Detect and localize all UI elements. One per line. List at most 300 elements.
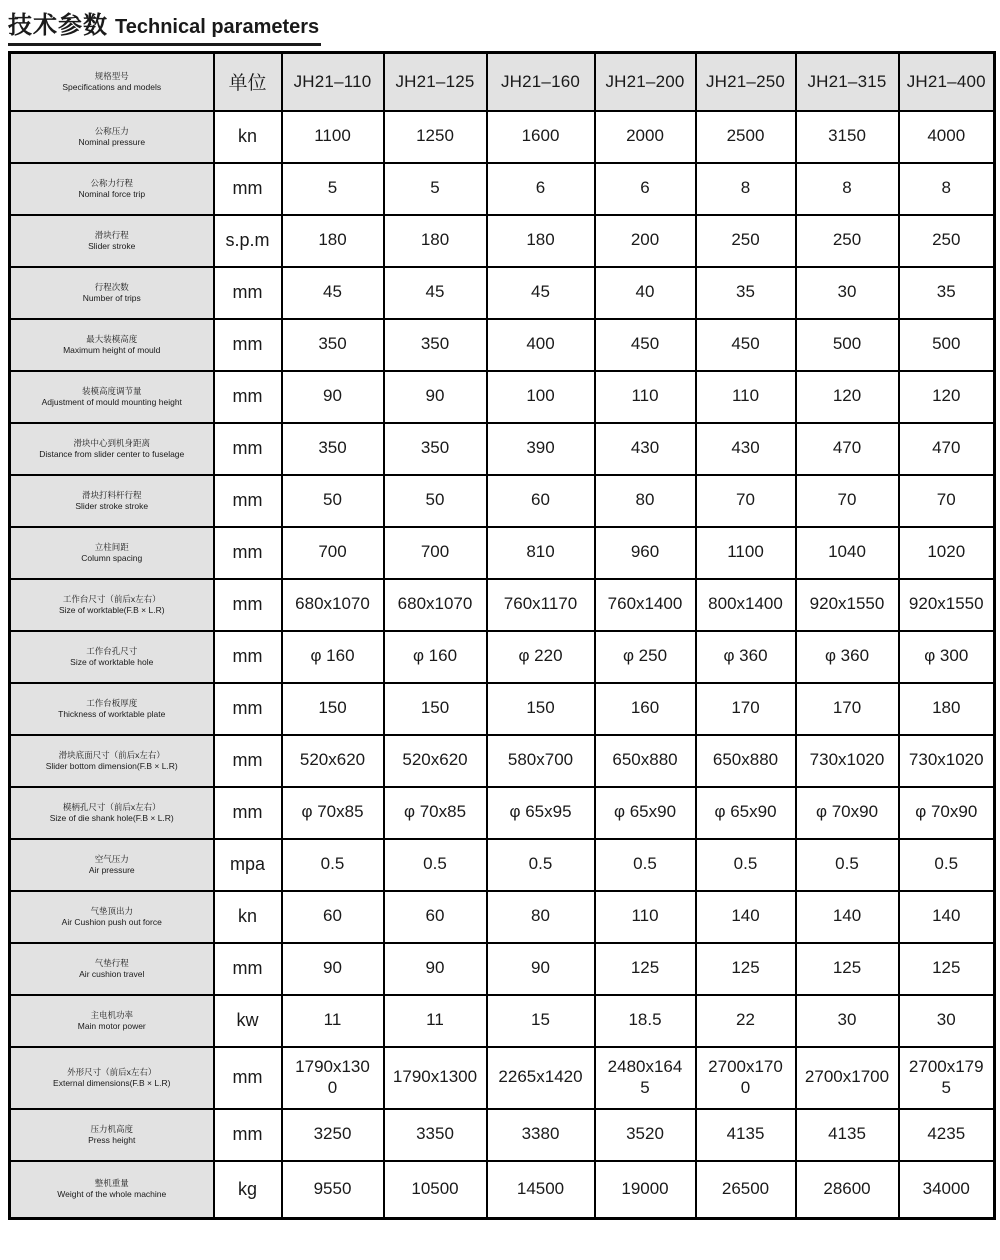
value-cell: [595, 735, 696, 787]
value-text: 920x1550: [908, 594, 984, 614]
value-cell: [384, 371, 487, 423]
value-cell: [696, 527, 796, 579]
value-cell: [796, 787, 899, 839]
value-cell: [796, 423, 899, 475]
value-cell: [282, 839, 384, 891]
value-cell: [796, 1109, 899, 1161]
row-label-en: Slider stroke: [88, 240, 136, 251]
value-cell: [796, 891, 899, 943]
row-label-en: External dimensions(F.B × L.R): [53, 1077, 171, 1088]
value-text: 18.5: [628, 1010, 662, 1030]
value-cell: [899, 891, 995, 943]
value-text: 90: [425, 386, 445, 406]
value-cell: [696, 787, 796, 839]
row-unit-cell: mm: [214, 735, 282, 787]
value-text: 200: [630, 230, 660, 250]
value-text: 2700x1700: [804, 1067, 890, 1087]
value-cell: [696, 163, 796, 215]
value-text: 15: [531, 1010, 550, 1030]
value-cell: [282, 371, 384, 423]
value-text: 19000: [621, 1179, 669, 1199]
value-text: 3150: [828, 126, 866, 146]
value-cell: [282, 163, 384, 215]
value-text: φ 300: [924, 646, 969, 666]
value-text: 140: [932, 906, 961, 926]
row-label-cell: [10, 683, 214, 735]
value-cell: [899, 371, 995, 423]
value-cell: [899, 319, 995, 371]
table-row: [10, 1109, 995, 1161]
row-label-cell: [10, 319, 214, 371]
value-cell: [696, 943, 796, 995]
value-cell: [487, 423, 595, 475]
row-label-zh: 滑块底面尺寸（前后x左右）: [58, 749, 165, 760]
value-text: 3380: [521, 1124, 560, 1144]
row-unit-cell: kn: [214, 111, 282, 163]
row-label-cell: [10, 475, 214, 527]
value-text: 180: [932, 698, 961, 718]
value-cell: [487, 631, 595, 683]
value-cell: [899, 943, 995, 995]
value-cell: [595, 371, 696, 423]
value-cell: [384, 787, 487, 839]
value-text: 1040: [828, 542, 866, 562]
row-unit-cell: mm: [214, 423, 282, 475]
value-text: 8: [740, 178, 751, 198]
value-cell: [384, 1109, 487, 1161]
value-text: φ 360: [824, 646, 870, 666]
row-unit-cell: mm: [214, 163, 282, 215]
value-text: 34000: [922, 1179, 970, 1199]
value-cell: [899, 1109, 995, 1161]
value-text: 60: [425, 906, 445, 926]
value-text: 450: [731, 334, 760, 354]
table-row: [10, 1161, 995, 1219]
value-cell: [796, 475, 899, 527]
value-cell: [696, 683, 796, 735]
row-label-zh: 最大装模高度: [86, 333, 138, 344]
value-cell: [384, 839, 487, 891]
value-cell: [899, 579, 995, 631]
value-cell: [899, 995, 995, 1047]
value-text: 11: [426, 1010, 444, 1030]
value-text: 2480x1645: [607, 1057, 683, 1097]
row-label-cell: [10, 891, 214, 943]
row-label-en: Distance from slider center to fuselage: [39, 448, 185, 459]
row-label-cell: [10, 267, 214, 319]
value-text: 1790x1300: [392, 1067, 478, 1087]
value-cell: [384, 267, 487, 319]
value-text: 0.5: [934, 854, 959, 874]
row-unit-cell: mm: [214, 527, 282, 579]
row-label-zh: 工作台板厚度: [86, 697, 138, 708]
value-cell: [796, 631, 899, 683]
value-cell: [384, 215, 487, 267]
value-cell: [487, 943, 595, 995]
value-cell: [796, 839, 899, 891]
value-text: 700: [420, 542, 450, 562]
value-cell: [282, 111, 384, 163]
value-cell: [696, 371, 796, 423]
row-label-cell: [10, 631, 214, 683]
value-text: 30: [837, 1010, 857, 1030]
value-cell: [384, 891, 487, 943]
value-text: 1250: [416, 126, 454, 146]
value-text: 110: [631, 386, 659, 406]
model-header: JH21–110: [282, 53, 384, 111]
value-cell: [595, 1109, 696, 1161]
value-cell: [595, 683, 696, 735]
value-text: 4135: [726, 1124, 765, 1144]
table-row: [10, 943, 995, 995]
row-label-cell: [10, 163, 214, 215]
value-text: 1600: [521, 126, 560, 146]
value-text: 5: [430, 178, 440, 198]
row-label-en: Air cushion travel: [79, 968, 145, 979]
value-text: 2265x1420: [498, 1067, 583, 1087]
row-label-cell: [10, 423, 214, 475]
value-text: 1790x1300: [295, 1057, 370, 1097]
value-cell: [487, 1109, 595, 1161]
value-cell: [899, 1047, 995, 1109]
table-row: [10, 371, 995, 423]
value-text: 0.5: [633, 854, 657, 874]
value-cell: [899, 475, 995, 527]
row-label-en: Press height: [88, 1134, 136, 1145]
value-text: 350: [318, 334, 347, 354]
value-text: φ 360: [723, 646, 768, 666]
value-cell: [487, 475, 595, 527]
value-text: φ 160: [310, 646, 355, 666]
value-text: 2500: [726, 126, 765, 146]
value-cell: [899, 1161, 995, 1219]
value-text: 125: [932, 958, 961, 978]
value-cell: [384, 163, 487, 215]
value-text: 250: [731, 230, 760, 250]
page-title-en: Technical parameters: [115, 16, 320, 38]
value-text: 1100: [727, 542, 764, 562]
value-cell: [696, 267, 796, 319]
value-text: 90: [323, 386, 342, 406]
value-cell: [282, 943, 384, 995]
value-text: 9550: [313, 1179, 352, 1199]
value-text: 520x620: [299, 750, 366, 770]
value-text: 50: [425, 490, 445, 510]
value-cell: [282, 735, 384, 787]
value-cell: [595, 787, 696, 839]
row-unit-cell: kw: [214, 995, 282, 1047]
value-text: 45: [323, 282, 342, 302]
value-cell: [384, 735, 487, 787]
value-text: 70: [736, 490, 755, 510]
value-cell: [487, 111, 595, 163]
value-text: 0.5: [733, 854, 758, 874]
value-text: 1020: [927, 542, 966, 562]
table-row: [10, 319, 995, 371]
value-cell: [899, 735, 995, 787]
row-label-zh: 滑块打料杆行程: [81, 489, 142, 500]
value-cell: [384, 319, 487, 371]
row-label-en: Weight of the whole machine: [57, 1189, 167, 1200]
value-text: 250: [932, 230, 961, 250]
model-header: JH21–160: [487, 53, 595, 111]
row-label-zh: 整机重量: [94, 1178, 129, 1189]
value-text: 650x880: [712, 750, 779, 770]
value-cell: [282, 215, 384, 267]
value-cell: [796, 163, 899, 215]
value-cell: [899, 267, 995, 319]
value-text: 400: [526, 334, 555, 354]
row-unit-cell: mpa: [214, 839, 282, 891]
value-text: 160: [630, 698, 660, 718]
value-cell: [384, 111, 487, 163]
row-label-zh: 模柄孔尺寸（前后x左右）: [62, 801, 161, 812]
value-cell: [899, 215, 995, 267]
value-cell: [796, 319, 899, 371]
value-cell: [696, 995, 796, 1047]
value-text: 180: [526, 230, 555, 250]
value-cell: [384, 579, 487, 631]
row-label-en: Size of worktable(F.B × L.R): [58, 604, 165, 615]
row-label-zh: 滑块中心到机身距离: [73, 437, 150, 448]
value-cell: [796, 683, 899, 735]
value-text: 500: [832, 334, 862, 354]
value-cell: [487, 267, 595, 319]
value-cell: [487, 319, 595, 371]
value-cell: [696, 423, 796, 475]
row-unit-cell: mm: [214, 475, 282, 527]
value-text: 0.5: [423, 854, 447, 874]
row-unit-cell: mm: [214, 943, 282, 995]
row-label-en: Size of worktable hole: [70, 656, 154, 667]
value-text: 450: [630, 334, 660, 354]
value-text: φ 70x85: [403, 802, 467, 822]
value-cell: [796, 995, 899, 1047]
value-cell: [696, 631, 796, 683]
row-label-cell: [10, 1109, 214, 1161]
value-cell: [282, 1047, 384, 1109]
value-cell: [595, 631, 696, 683]
value-cell: [796, 579, 899, 631]
value-cell: [796, 267, 899, 319]
row-label-en: Maximum height of mould: [63, 344, 161, 355]
row-label-en: Thickness of worktable plate: [58, 708, 166, 719]
table-row: [10, 839, 995, 891]
value-cell: [696, 1109, 796, 1161]
row-label-cell: [10, 1047, 214, 1109]
value-cell: [696, 735, 796, 787]
value-text: 150: [526, 698, 555, 718]
row-label-cell: [10, 1161, 214, 1219]
model-header: JH21–250: [696, 53, 796, 111]
value-text: φ 220: [518, 646, 563, 666]
row-unit-cell: mm: [214, 319, 282, 371]
value-cell: [595, 267, 696, 319]
row-label-zh: 压力机高度: [90, 1123, 133, 1134]
value-text: 3520: [626, 1124, 664, 1144]
value-cell: [796, 1047, 899, 1109]
value-text: 650x880: [612, 750, 678, 770]
row-label-en: Slider bottom dimension(F.B × L.R): [45, 760, 178, 771]
value-cell: [696, 215, 796, 267]
row-label-cell: [10, 527, 214, 579]
value-text: 390: [526, 438, 555, 458]
value-cell: [696, 111, 796, 163]
value-text: 140: [731, 906, 760, 926]
value-cell: [487, 995, 595, 1047]
value-text: φ 65x95: [509, 802, 572, 822]
value-text: 430: [630, 438, 660, 458]
row-unit-cell: mm: [214, 787, 282, 839]
value-cell: [595, 111, 696, 163]
row-label-zh: 工作台尺寸（前后x左右）: [62, 593, 161, 604]
value-text: 760x1170: [503, 594, 578, 614]
value-cell: [595, 319, 696, 371]
value-text: 110: [731, 386, 760, 406]
table-row: [10, 995, 995, 1047]
row-label-zh: 外形尺寸（前后x左右）: [67, 1066, 157, 1077]
value-cell: [282, 319, 384, 371]
value-cell: [796, 1161, 899, 1219]
table-row: [10, 787, 995, 839]
table-row: [10, 163, 995, 215]
row-label-en: Nominal pressure: [78, 136, 146, 147]
value-cell: [384, 683, 487, 735]
value-text: 6: [640, 178, 650, 198]
value-cell: [282, 423, 384, 475]
value-cell: [696, 579, 796, 631]
row-label-en: Size of die shank hole(F.B × L.R): [49, 812, 174, 823]
value-text: φ 250: [622, 646, 668, 666]
value-cell: [796, 111, 899, 163]
value-cell: [487, 891, 595, 943]
value-text: 22: [736, 1010, 755, 1030]
value-text: 90: [531, 958, 550, 978]
row-label-zh: 公称力行程: [90, 177, 133, 188]
value-cell: [595, 1047, 696, 1109]
value-cell: [899, 163, 995, 215]
row-unit-cell: mm: [214, 579, 282, 631]
value-cell: [384, 527, 487, 579]
value-text: 35: [936, 282, 956, 302]
value-cell: [487, 787, 595, 839]
value-cell: [384, 423, 487, 475]
row-label-cell: [10, 111, 214, 163]
value-cell: [487, 1047, 595, 1109]
model-header: JH21–315: [796, 53, 899, 111]
row-label-cell: [10, 371, 214, 423]
row-label-en: Air pressure: [88, 864, 135, 875]
value-text: 960: [630, 542, 660, 562]
spec-header-zh: 规格型号: [94, 71, 129, 82]
row-label-cell: [10, 215, 214, 267]
model-header: JH21–125: [384, 53, 487, 111]
value-cell: [595, 163, 696, 215]
value-cell: [282, 1161, 384, 1219]
value-cell: [696, 319, 796, 371]
value-cell: [595, 995, 696, 1047]
value-cell: [384, 943, 487, 995]
value-text: 810: [526, 542, 555, 562]
value-text: 6: [535, 178, 546, 198]
value-cell: [282, 475, 384, 527]
model-header: JH21–400: [899, 53, 995, 111]
value-text: 90: [323, 958, 342, 978]
row-label-zh: 公称压力: [94, 125, 129, 136]
value-text: 140: [832, 906, 862, 926]
value-text: 470: [832, 438, 862, 458]
value-text: φ 65x90: [714, 802, 777, 822]
row-label-zh: 主电机功率: [90, 1009, 133, 1020]
value-cell: [899, 631, 995, 683]
row-unit-cell: s.p.m: [214, 215, 282, 267]
value-cell: [384, 475, 487, 527]
value-text: 2000: [626, 126, 664, 146]
value-text: 70: [837, 490, 857, 510]
value-text: 350: [420, 438, 450, 458]
value-cell: [796, 527, 899, 579]
row-label-en: Nominal force trip: [78, 188, 146, 199]
row-label-zh: 气垫顶出力: [90, 905, 133, 916]
value-cell: [595, 1161, 696, 1219]
value-text: φ 160: [412, 646, 458, 666]
table-row: [10, 527, 995, 579]
value-cell: [384, 631, 487, 683]
value-cell: [487, 371, 595, 423]
row-label-zh: 立柱间距: [94, 541, 129, 552]
value-cell: [595, 527, 696, 579]
value-cell: [696, 1161, 796, 1219]
value-cell: [696, 891, 796, 943]
value-text: 0.5: [835, 854, 859, 874]
value-text: 80: [635, 490, 655, 510]
row-label-en: Adjustment of mould mounting height: [41, 396, 182, 407]
value-cell: [899, 423, 995, 475]
value-text: 125: [832, 958, 862, 978]
table-row: [10, 631, 995, 683]
row-unit-cell: mm: [214, 683, 282, 735]
value-cell: [282, 1109, 384, 1161]
value-cell: [796, 371, 899, 423]
value-text: 60: [323, 906, 342, 926]
value-text: 5: [327, 178, 338, 198]
value-text: 3250: [313, 1124, 352, 1144]
value-text: 150: [420, 698, 450, 718]
row-label-zh: 滑块行程: [94, 229, 129, 240]
value-text: 150: [318, 698, 347, 718]
value-text: 8: [941, 178, 951, 198]
row-label-zh: 空气压力: [94, 853, 129, 864]
row-label-zh: 工作台孔尺寸: [86, 645, 138, 656]
page-title: [8, 5, 321, 46]
value-cell: [487, 735, 595, 787]
value-text: 100: [526, 386, 555, 406]
row-unit-cell: mm: [214, 1047, 282, 1109]
table-row: [10, 475, 995, 527]
value-cell: [487, 163, 595, 215]
value-cell: [899, 111, 995, 163]
value-text: 120: [932, 386, 961, 406]
value-text: 4135: [828, 1124, 866, 1144]
table-row: [10, 891, 995, 943]
row-label-zh: 气垫行程: [94, 957, 129, 968]
value-cell: [595, 579, 696, 631]
value-cell: [282, 787, 384, 839]
table-row: [10, 267, 995, 319]
value-text: 26500: [721, 1179, 770, 1199]
value-cell: [595, 475, 696, 527]
value-text: 680x1070: [397, 594, 473, 614]
